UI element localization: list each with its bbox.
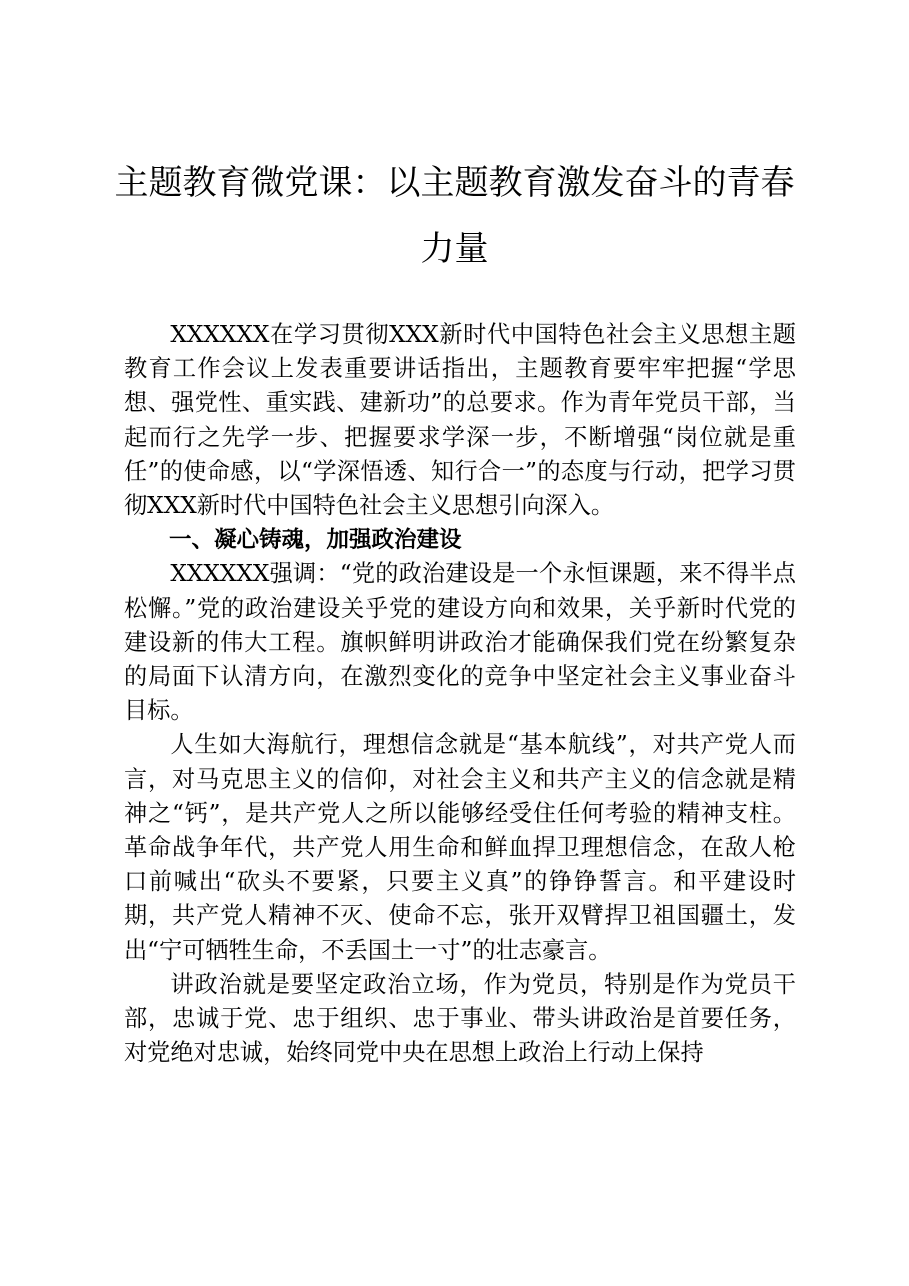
body-paragraph: 人生如大海航行，理想信念就是“基本航线”，对共产党人而言，对马克思主义的信仰，对社会主义和共产主义的信念就是精神之“钙”，是共产党人之所以能够经受住任何考验的精神支柱。革命战争年代，共产党人用生命和鲜血捍卫理想信念，在敌人枪口前喊出“砍头不要紧，只要主义真”的铮铮誓言。和平建设时期，共产党人精神不灭、使命不忘，张开双臂捍卫祖国疆土，发出“宁可牺牲生命，不丢国土一寸”的壮志豪言。 [124,731,796,964]
section-heading: 一、凝心铸魂，加强政治建设 [169,527,462,554]
body-paragraph: XXXXXX强调：“党的政治建设是一个永恒课题，来不得半点松懈。”党的政治建设关乎党的建设方向和效果，关乎新时代党的建设新的伟大工程。旗帜鲜明讲政治才能确保我们党在纷繁复杂的局面下认清方向，在激烈变化的竞争中坚定社会主义事业奋斗目标。 [124,560,796,725]
document-title: 主题教育微党课：以主题教育激发奋斗的青春力量 [114,163,795,269]
intro-paragraph: XXXXXX在学习贯彻XXX新时代中国特色社会主义思想主题教育工作会议上发表重要讲话指出，主题教育要牢牢把握“学思想、强党性、重实践、建新功”的总要求。作为青年党员干部，当起而行之先学一步、把握要求学深一步，不断增强“岗位就是重任”的使命感，以“学深悟透、知行合一”的态度与行动，把学习贯彻XXX新时代中国特色社会主义思想引向深入。 [124,321,796,520]
document-body [124,318,796,1070]
body-paragraph: 讲政治就是要坚定政治立场，作为党员，特别是作为党员干部，忠诚于党、忠于组织、忠于事业、带头讲政治是首要任务，对党绝对忠诚，始终同党中央在思想上政治上行动上保持 [124,970,796,1067]
